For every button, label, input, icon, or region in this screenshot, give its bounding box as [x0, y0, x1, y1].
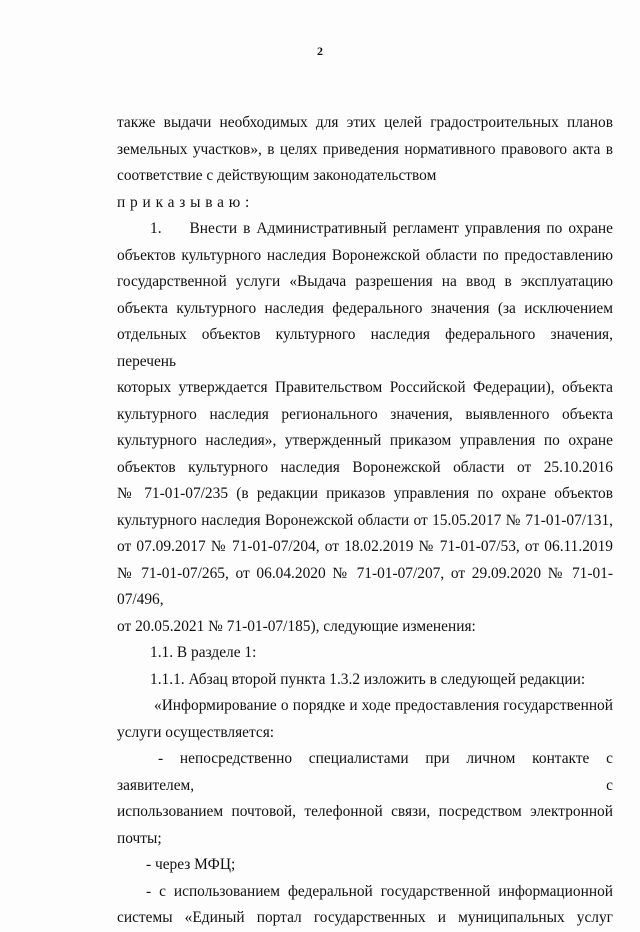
document-body — [117, 110, 613, 932]
text-line: которых утверждается Правительством Российской Федерации), объекта — [117, 379, 613, 396]
text-line: также выдачи необходимых для этих целей градостроительных планов — [117, 114, 613, 131]
text-line: использованием почтовой, телефонной связи, посредством электронной — [117, 803, 613, 820]
dash-item-line: - с использованием федеральной государственной информационной — [146, 882, 613, 900]
text-line: объекта культурного наследия федерального значения (за исключением — [117, 299, 613, 317]
page-number: 2 — [317, 44, 323, 58]
dash-item-line: - непосредственно специалистами при личном контакте с заявителем, с — [117, 750, 613, 794]
text-line: культурного наследия Воронежской области от 15.05.2017 № 71-01-07/131, — [117, 511, 613, 529]
text-line: объектов культурного наследия Воронежской области от 25.10.2016 — [117, 458, 613, 476]
text-line: государственной услуги «Выдача разрешения на ввод в эксплуатацию — [117, 273, 613, 290]
dash-item-line: - через МФЦ; — [146, 856, 236, 873]
item-1-text: Внести в Административный регламент управления по охране — [189, 220, 613, 237]
text-line: культурного наследия», утвержденный приказом управления по охране — [117, 432, 613, 449]
section-1-1: 1.1. В разделе 1: — [150, 644, 257, 661]
item-1-number: 1. — [150, 220, 162, 237]
text-line: культурного наследия регионального значения, выявленного объекта — [117, 405, 613, 423]
quote-line: «Информирование о порядке и ходе предоставления государственной — [154, 697, 613, 714]
text-line: объектов культурного наследия Воронежской области по предоставлению — [117, 246, 613, 264]
section-1-1-1: 1.1.1. Абзац второй пункта 1.3.2 изложить в следующей редакции: — [150, 670, 586, 688]
text-line: № 71-01-07/235 (в редакции приказов управления по охране объектов — [117, 485, 613, 502]
text-line: отдельных объектов культурного наследия федерального значения, перечень — [117, 326, 613, 370]
text-line: услуги осуществляется: — [117, 723, 275, 741]
order-word: приказываю: — [117, 193, 255, 211]
text-line: земельных участков», в целях приведения нормативного правового акта в — [117, 140, 613, 158]
text-line: № 71-01-07/265, от 06.04.2020 № 71-01-07/207, от 29.09.2020 № 71-01-07/496, — [117, 564, 613, 608]
text-line: соответствие с действующим законодательством — [117, 167, 437, 184]
text-line: системы «Единый портал государственных и муниципальных услуг — [117, 909, 613, 926]
item-1-line — [117, 216, 613, 243]
text-line: от 20.05.2021 № 71-01-07/185), следующие изменения: — [117, 617, 476, 635]
text-line: почты; — [117, 829, 162, 847]
text-line: от 07.09.2017 № 71-01-07/204, от 18.02.2019 № 71-01-07/53, от 06.11.2019 — [117, 538, 613, 555]
